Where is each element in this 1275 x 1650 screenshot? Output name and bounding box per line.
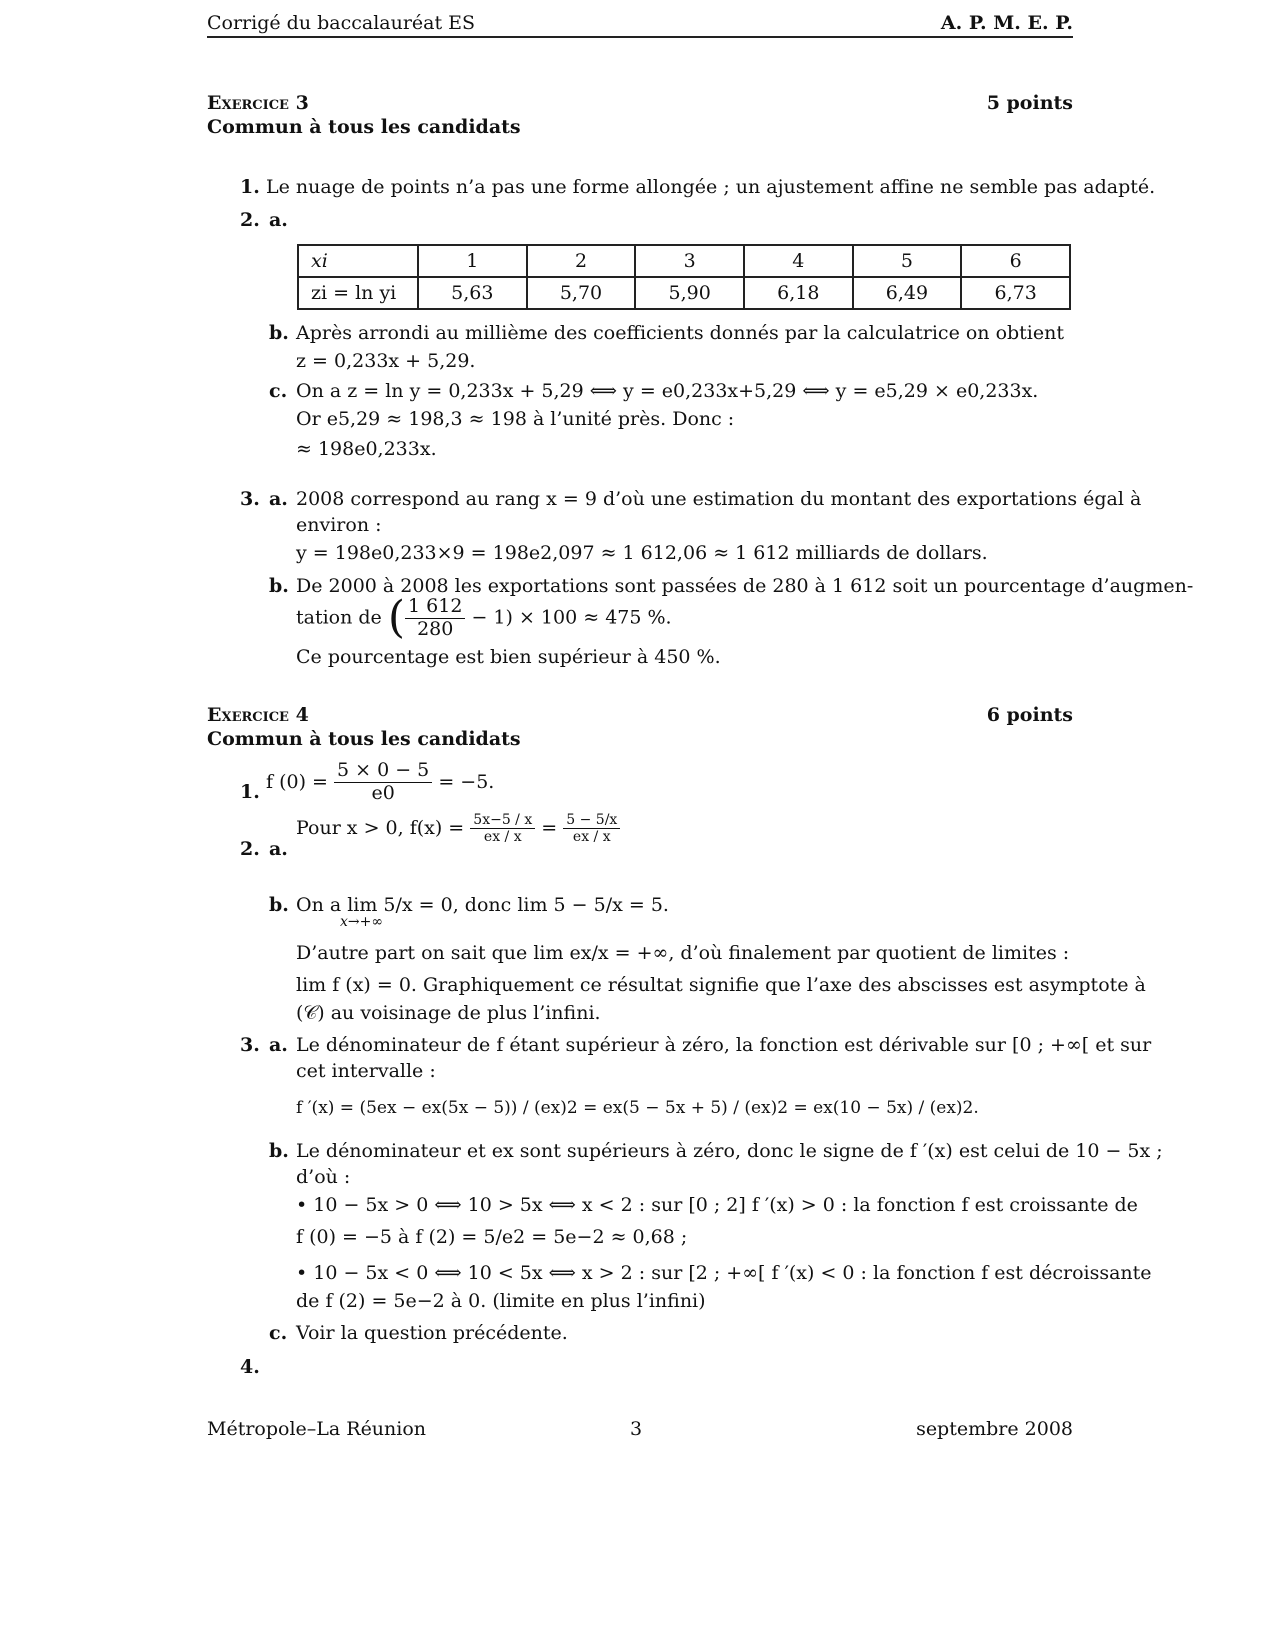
ex4-q3b-label: b. <box>269 1140 289 1162</box>
ex4-q1-post: = −5. <box>438 770 495 793</box>
ex4-q3a-line2: cet intervalle : <box>296 1060 436 1082</box>
fraction-numerator: 5 × 0 − 5 <box>334 760 432 783</box>
table-cell: 6 <box>961 245 1070 277</box>
table-cell: 6,49 <box>853 277 962 309</box>
ex3-q2a-label: a. <box>269 209 288 231</box>
ex3-q3a-line3: y = 198e0,233×9 = 198e2,097 ≈ 1 612,06 ≈ 1 612 milliards de dollars. <box>296 542 988 564</box>
ex4-q2a-text: Pour x > 0, f(x) = <box>296 817 465 840</box>
ex3-q2c-line3: ≈ 198e0,233x. <box>296 438 437 460</box>
fraction-denominator: ex / x <box>483 829 522 846</box>
header-left: Corrigé du baccalauréat ES <box>207 12 476 34</box>
table-row <box>298 277 1070 309</box>
ex4-q2a-fraction-1 <box>470 812 535 845</box>
fraction-denominator: e0 <box>371 781 395 804</box>
ex4-subtitle: Commun à tous les candidats <box>207 728 521 750</box>
ex4-q3b-bullet2-line2: de f (2) = 5e−2 à 0. (limite en plus l’infini) <box>296 1290 706 1312</box>
table-cell: 3 <box>635 245 744 277</box>
ex4-q2-number: 2. <box>240 838 260 860</box>
table-head-x: xi <box>298 245 418 277</box>
ex4-q3b-bullet1-line2: f (0) = −5 à f (2) = 5/e2 = 5e−2 ≈ 0,68 ; <box>296 1226 688 1248</box>
page-number: 3 <box>630 1418 643 1440</box>
ex4-q2a-fraction-2 <box>563 812 620 845</box>
ex4-q1-fraction <box>334 760 432 805</box>
ex3-q3b-label: b. <box>269 575 289 597</box>
header-rule <box>207 36 1073 38</box>
table-row <box>298 245 1070 277</box>
ex4-q1-number: 1. <box>240 781 260 803</box>
table-cell: 6,18 <box>744 277 853 309</box>
ex3-q3-number: 3. <box>240 488 260 510</box>
ex3-q1-number: 1. <box>240 176 260 198</box>
ex3-q3b-line2 <box>296 592 672 645</box>
ex3-points: 5 points <box>986 92 1073 114</box>
table-cell: 5,63 <box>418 277 527 309</box>
ex4-q3a-label: a. <box>269 1034 288 1056</box>
ex3-subtitle: Commun à tous les candidats <box>207 116 521 138</box>
table-cell: 5 <box>853 245 962 277</box>
ex4-q4-number: 4. <box>240 1356 260 1378</box>
ex4-q3-number: 3. <box>240 1034 260 1056</box>
ex4-q3a-line1: Le dénominateur de f étant supérieur à zéro, la fonction est dérivable sur [0 ; +∞[ et sur <box>296 1034 1152 1056</box>
ex3-q3b-line3: Ce pourcentage est bien supérieur à 450 %. <box>296 646 721 668</box>
ex3-q2c-line1: On a z = ln y = 0,233x + 5,29 ⟺ y = e0,233x+5,29 ⟺ y = e5,29 × e0,233x. <box>296 380 1039 402</box>
table-cell: 6,73 <box>961 277 1070 309</box>
ex3-q3b-line1: De 2000 à 2008 les exportations sont passées de 280 à 1 612 soit un pourcentage d’augmen- <box>296 575 1194 597</box>
ex3-q2-number: 2. <box>240 209 260 231</box>
ex4-q2b-lim-subscript: x→+∞ <box>340 914 384 930</box>
header-right: A. P. M. E. P. <box>940 12 1073 34</box>
ex4-q2b-line1: On a lim 5/x = 0, donc lim 5 − 5/x = 5. <box>296 894 669 916</box>
footer-right: septembre 2008 <box>916 1418 1073 1440</box>
ex3-title: Exercice 3 <box>207 92 309 114</box>
table-cell: 1 <box>418 245 527 277</box>
ex4-q3b-bullet1-line1: • 10 − 5x > 0 ⟺ 10 > 5x ⟺ x < 2 : sur [0 ; 2] f ′(x) > 0 : la fonction f est croissante de <box>296 1194 1138 1216</box>
open-paren: ( <box>387 592 406 643</box>
values-table <box>297 244 1071 310</box>
fraction-numerator: 1 612 <box>405 596 465 619</box>
ex4-q1-formula <box>266 760 494 805</box>
table-cell: 5,90 <box>635 277 744 309</box>
ex4-q3c-text: Voir la question précédente. <box>296 1322 568 1344</box>
ex3-q2b-line1: Après arrondi au millième des coefficients donnés par la calculatrice on obtient <box>296 322 1064 344</box>
ex4-q2b-line3: lim f (x) = 0. Graphiquement ce résultat signifie que l’axe des abscisses est asymptote à <box>296 974 1146 996</box>
table-cell: 5,70 <box>527 277 636 309</box>
fraction-denominator: 280 <box>417 617 454 640</box>
equals-sign: = <box>541 817 558 840</box>
ex4-q3a-line3: f ′(x) = (5ex − ex(5x − 5)) / (ex)2 = ex(5 − 5x + 5) / (ex)2 = ex(10 − 5x) / (ex)2. <box>296 1098 979 1118</box>
ex4-q3b-line2: d’où : <box>296 1166 351 1188</box>
table-cell: 2 <box>527 245 636 277</box>
ex4-q3b-line1: Le dénominateur et ex sont supérieurs à zéro, donc le signe de f ′(x) est celui de 10 − 5x ; <box>296 1140 1163 1162</box>
ex3-q2c-label: c. <box>269 380 288 402</box>
table-cell: 4 <box>744 245 853 277</box>
ex3-q2b-label: b. <box>269 322 289 344</box>
table-head-z: zi = ln yi <box>298 277 418 309</box>
ex4-q1-pre: f (0) = <box>266 770 328 793</box>
ex3-q3a-line1: 2008 correspond au rang x = 9 d’où une estimation du montant des exportations égal à <box>296 488 1142 510</box>
ex3-q3b-fraction <box>405 596 465 641</box>
ex3-q3a-label: a. <box>269 488 288 510</box>
ex4-q2a-label: a. <box>269 838 288 860</box>
ex3-q3b-line2-post: − 1) × 100 ≈ 475 %. <box>471 606 672 629</box>
ex4-q2b-label: b. <box>269 894 289 916</box>
ex4-q3b-bullet2-line1: • 10 − 5x < 0 ⟺ 10 < 5x ⟺ x > 2 : sur [2 ; +∞[ f ′(x) < 0 : la fonction f est décroissante <box>296 1262 1152 1284</box>
ex4-q3c-label: c. <box>269 1322 288 1344</box>
fraction-denominator: ex / x <box>572 829 611 846</box>
ex3-q1-text: Le nuage de points n’a pas une forme allongée ; un ajustement affine ne semble pas adapté. <box>266 176 1156 198</box>
ex4-points: 6 points <box>986 704 1073 726</box>
ex4-q2a-formula <box>296 812 620 845</box>
fraction-numerator: 5 − 5/x <box>563 812 620 829</box>
ex3-q3a-line2: environ : <box>296 514 382 536</box>
ex3-q2b-line2: z = 0,233x + 5,29. <box>296 350 476 372</box>
ex4-q2b-line2: D’autre part on sait que lim ex/x = +∞, d’où finalement par quotient de limites : <box>296 942 1070 964</box>
ex3-q3b-line2-pre: tation de <box>296 606 382 629</box>
fraction-numerator: 5x−5 / x <box>470 812 535 829</box>
ex4-title: Exercice 4 <box>207 704 309 726</box>
ex4-q2b-line4: (𝒞) au voisinage de plus l’infini. <box>296 1002 601 1024</box>
footer-left: Métropole–La Réunion <box>207 1418 427 1440</box>
ex3-q2c-line2: Or e5,29 ≈ 198,3 ≈ 198 à l’unité près. Donc : <box>296 408 735 430</box>
